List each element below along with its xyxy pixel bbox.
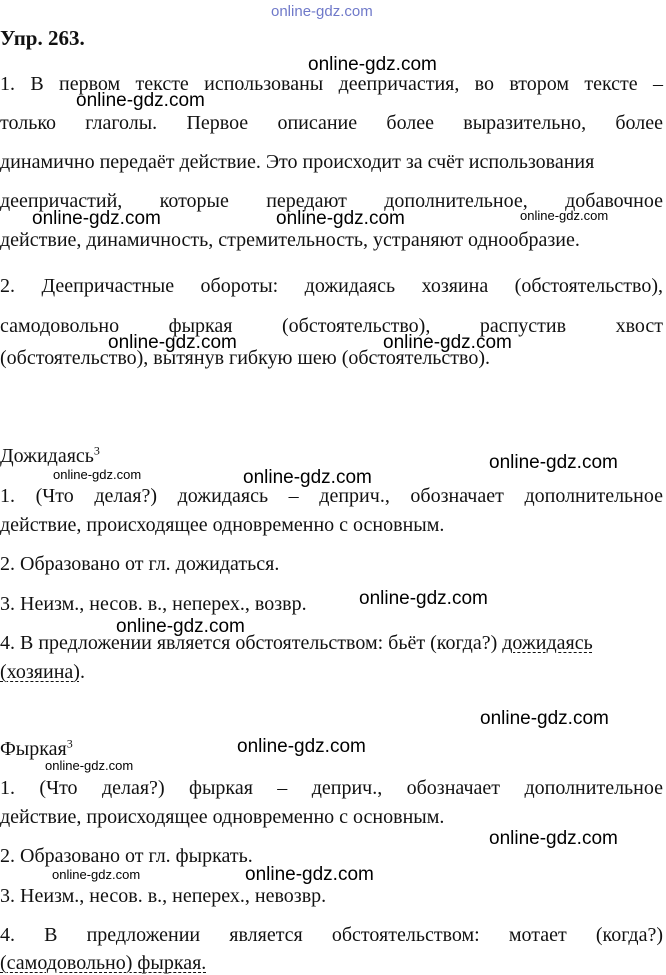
underlined-phrase: (самодовольно) фыркая.	[0, 952, 207, 974]
section-2-line-3: 3. Неизм., несов. в., неперех., невозвр.	[0, 885, 327, 907]
watermark-top: online-gdz.com	[271, 3, 373, 20]
exercise-title: Упр. 263.	[0, 26, 85, 50]
watermark: online-gdz.com	[53, 467, 142, 482]
section-2-line-4: 4. В предложении является обстоятельством: мотает (когда?)	[0, 924, 663, 946]
paragraph-2-line-3: (обстоятельство), вытянув гибкую шею (обстоятельство).	[0, 347, 490, 369]
watermark: online-gdz.com	[245, 864, 374, 885]
section-1-line-1: 1. (Что делая?) дожидаясь – деприч., обозначает дополнительное	[0, 485, 663, 507]
section-2-line-1-cont: действие, происходящее одновременно с основным.	[0, 806, 445, 828]
watermark: online-gdz.com	[276, 208, 405, 229]
watermark: online-gdz.com	[237, 736, 366, 757]
paragraph-1-line-2: только глаголы. Первое описание более выразительно, более	[0, 112, 663, 134]
section-1-line-3: 3. Неизм., несов. в., неперех., возвр.	[0, 593, 307, 615]
section-1-line-2: 2. Образовано от гл. дожидаться.	[0, 553, 280, 575]
section-1-line-4-cont: (хозяина).	[0, 661, 85, 683]
watermark: online-gdz.com	[108, 332, 237, 353]
watermark: online-gdz.com	[489, 452, 618, 473]
paragraph-2-line-1: 2. Деепричастные обороты: дожидаясь хозяина (обстоятельство),	[0, 275, 663, 297]
section-1-heading: Дожидаясь$^3$	[0, 443, 100, 467]
watermark: online-gdz.com	[45, 758, 134, 773]
underlined-word: (хозяина)	[0, 661, 80, 683]
watermark: online-gdz.com	[32, 208, 161, 229]
watermark: online-gdz.com	[520, 208, 609, 223]
watermark: online-gdz.com	[383, 332, 512, 353]
watermark: online-gdz.com	[243, 467, 372, 488]
watermark: online-gdz.com	[76, 90, 205, 111]
section-2-heading: Фыркая$^3$	[0, 736, 73, 760]
watermark: online-gdz.com	[480, 708, 609, 729]
section-2-line-2: 2. Образовано от гл. фыркать.	[0, 845, 253, 867]
watermark: online-gdz.com	[308, 54, 437, 75]
paragraph-1-line-3: динамично передаёт действие. Это происходит за счёт использования	[0, 151, 595, 173]
watermark: online-gdz.com	[489, 828, 618, 849]
underlined-word: дожидаясь	[502, 632, 593, 654]
paragraph-1-line-4: деепричастий, которые передают дополнительное, добавочное	[0, 190, 663, 212]
paragraph-2-line-2: самодовольно фыркая (обстоятельство), распустив хвост	[0, 315, 663, 337]
section-1-line-1-cont: действие, происходящее одновременно с основным.	[0, 514, 445, 536]
section-1-line-4: 4. В предложении является обстоятельством: бьёт (когда?) дожидаясь	[0, 632, 593, 654]
paragraph-1-line-5: действие, динамичность, стремительность, устраняют однообразие.	[0, 229, 580, 251]
section-2-line-1: 1. (Что делая?) фыркая – деприч., обозначает дополнительное	[0, 777, 663, 799]
watermark: online-gdz.com	[359, 588, 488, 609]
paragraph-1-line-1: 1. В первом тексте использованы деепричастия, во втором тексте –	[0, 73, 663, 95]
section-2-line-4-cont	[0, 951, 663, 975]
watermark: online-gdz.com	[52, 867, 141, 882]
watermark: online-gdz.com	[116, 616, 245, 637]
